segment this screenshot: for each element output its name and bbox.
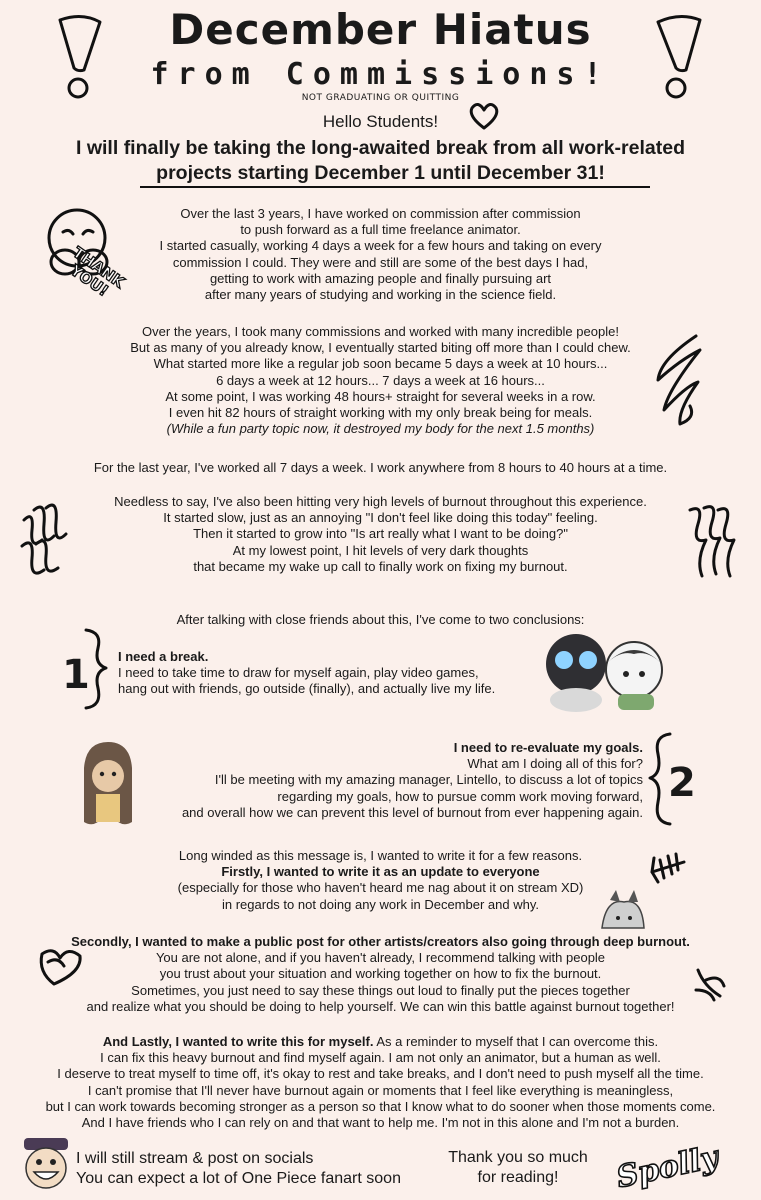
overwork-line: But as many of you already know, I eventually started biting off more than I could chew. bbox=[130, 340, 631, 356]
chibi-characters-illustration bbox=[534, 630, 684, 715]
lastly-first-line bbox=[0, 1034, 761, 1050]
secondly-heading: Secondly, I wanted to make a public post for other artists/creators also going through deep burnout. bbox=[71, 934, 690, 949]
overwork-line: Over the years, I took many commissions and worked with many incredible people! bbox=[142, 324, 619, 339]
overwork-line: 6 days a week at 12 hours... 7 days a week at 16 hours... bbox=[216, 372, 545, 388]
conclusion-1-line: hang out with friends, go outside (finally), and actually live my life. bbox=[118, 681, 496, 697]
avatar-grin-illustration bbox=[18, 1132, 74, 1194]
burnout-paragraph bbox=[0, 494, 761, 575]
footer-right bbox=[436, 1148, 600, 1188]
signature: Spolly bbox=[613, 1139, 722, 1196]
intro-paragraph bbox=[0, 206, 761, 303]
overwork-line: I even hit 82 hours of straight working with my only break being for meals. bbox=[168, 405, 593, 421]
conclusions-intro: After talking with close friends about this, I've come to two conclusions: bbox=[176, 612, 585, 627]
secondly-line: Sometimes, you just need to say these things out loud to finally put the pieces together bbox=[131, 982, 630, 998]
overwork-line: At some point, I was working 48 hours+ straight for several weeks in a row. bbox=[165, 388, 596, 404]
burnout-line: At my lowest point, I hit levels of very dark thoughts bbox=[232, 542, 529, 558]
conclusion-2-line: What am I doing all of this for? bbox=[467, 756, 643, 772]
burnout-line: Then it started to grow into "Is art really what I want to be doing?" bbox=[193, 526, 568, 542]
burnout-line: that became my wake up call to finally work on fixing my burnout. bbox=[193, 558, 568, 574]
footer-left bbox=[76, 1149, 401, 1189]
intro-line: to push forward as a full time freelance animator. bbox=[240, 222, 521, 238]
conclusion-2-block bbox=[83, 740, 643, 821]
reasons-line: Long winded as this message is, I wanted to write it for a few reasons. bbox=[178, 848, 583, 863]
lastly-heading-rest: As a reminder to myself that I can overcome this. bbox=[373, 1034, 659, 1049]
leaf-sprig-icon bbox=[690, 966, 730, 1006]
conclusion-1-block bbox=[118, 649, 538, 698]
fish-bone-icon bbox=[648, 848, 688, 888]
headline-line2: projects starting December 1 until December 31! bbox=[156, 162, 605, 184]
secondly-paragraph bbox=[0, 934, 761, 1015]
greeting: Hello Students! bbox=[322, 112, 439, 131]
intro-line: Over the last 3 years, I have worked on commission after commission bbox=[180, 206, 581, 221]
lastly-paragraph bbox=[0, 1034, 761, 1131]
intro-line: after many years of studying and working in the science field. bbox=[204, 287, 557, 303]
footer-right-line1: Thank you so much bbox=[448, 1149, 588, 1166]
conclusion-1-heading: I need a break. bbox=[118, 649, 209, 664]
page-subtitle-title: from Commissions! bbox=[150, 57, 611, 92]
footer-left-line2: You can expect a lot of One Piece fanart soon bbox=[76, 1170, 401, 1187]
footer-left-line1: I will still stream & post on socials bbox=[76, 1150, 314, 1167]
page-title: December Hiatus bbox=[169, 5, 592, 54]
lastly-line: I can't promise that I'll never have burnout again or moments that I feel like everything is meaningless, bbox=[87, 1082, 674, 1098]
intro-line: getting to work with amazing people and finally pursuing art bbox=[209, 270, 552, 286]
lastly-heading: And Lastly, I wanted to write this for myself. bbox=[102, 1034, 374, 1049]
overwork-paragraph bbox=[0, 324, 761, 437]
conclusion-2-line: and overall how we can prevent this level of burnout from ever happening again. bbox=[181, 804, 643, 820]
last-year-line: For the last year, I've worked all 7 days a week. I work anywhere from 8 hours to 40 hours at a time. bbox=[93, 460, 668, 475]
intro-line: I started casually, working 4 days a week for a few hours and taking on every bbox=[159, 238, 602, 254]
secondly-line: You are not alone, and if you haven't already, I recommend talking with people bbox=[155, 950, 606, 966]
lastly-line: but I can work towards becoming stronger as a person so that I know what to do sooner when those moments come. bbox=[45, 1098, 716, 1114]
reasons-firstly: Firstly, I wanted to write it as an update to everyone bbox=[221, 864, 540, 880]
curly-brace-icon bbox=[80, 626, 110, 712]
lastly-line: I can fix this heavy burnout and find myself again. I am not only an animator, but a human as well. bbox=[100, 1050, 661, 1066]
thank-you-text: THANK YOU! bbox=[66, 243, 128, 300]
reasons-line: in regards to not doing any work in December and why. bbox=[222, 896, 539, 912]
conclusion-1-line: I need to take time to draw for myself again, play video games, bbox=[118, 665, 479, 681]
scribble-loop-icon bbox=[650, 330, 710, 430]
secondly-line: you trust about your situation and working together on how to fix the burnout. bbox=[159, 966, 602, 982]
conclusion-2-line: regarding my goals, how to pursue comm work moving forward, bbox=[277, 788, 643, 804]
headline bbox=[20, 136, 741, 186]
intro-line: commission I could. They were and still are some of the best days I had, bbox=[172, 254, 589, 270]
conclusion-2-line: I'll be meeting with my amazing manager, Lintello, to discuss a lot of topics bbox=[214, 772, 643, 788]
secondly-line: and realize what you should be doing to help yourself. We can win this battle against burnout together! bbox=[86, 998, 675, 1014]
conclusion-2-heading: I need to re-evaluate my goals. bbox=[453, 740, 643, 755]
lastly-line: I deserve to treat myself to time off, it's okay to rest and take breaks, and I don't need to push myself all the time. bbox=[57, 1066, 704, 1082]
footer-right-line2: for reading! bbox=[477, 1169, 559, 1186]
lastly-line: And I have friends who I can rely on and that want to help me. I'm not in this alone and I'm not a burden. bbox=[81, 1115, 680, 1131]
reasons-line: (especially for those who haven't heard me nag about it on stream XD) bbox=[177, 880, 584, 896]
headline-underline bbox=[140, 186, 650, 188]
burnout-line: It started slow, just as an annoying "I don't feel like doing this today" feeling. bbox=[163, 510, 598, 526]
burnout-line: Needless to say, I've also been hitting very high levels of burnout throughout this experience. bbox=[114, 494, 647, 509]
conclusion-number-2: 2 bbox=[668, 760, 696, 806]
overwork-line: What started more like a regular job soon became 5 days a week at 10 hours... bbox=[153, 356, 608, 372]
conclusion-number-1: 1 bbox=[62, 652, 90, 698]
subtitle: NOT GRADUATING OR QUITTING bbox=[301, 93, 460, 103]
headline-line1: I will finally be taking the long-awaited break from all work-related bbox=[76, 137, 685, 159]
overwork-note: (While a fun party topic now, it destroyed my body for the next 1.5 months) bbox=[166, 421, 595, 437]
